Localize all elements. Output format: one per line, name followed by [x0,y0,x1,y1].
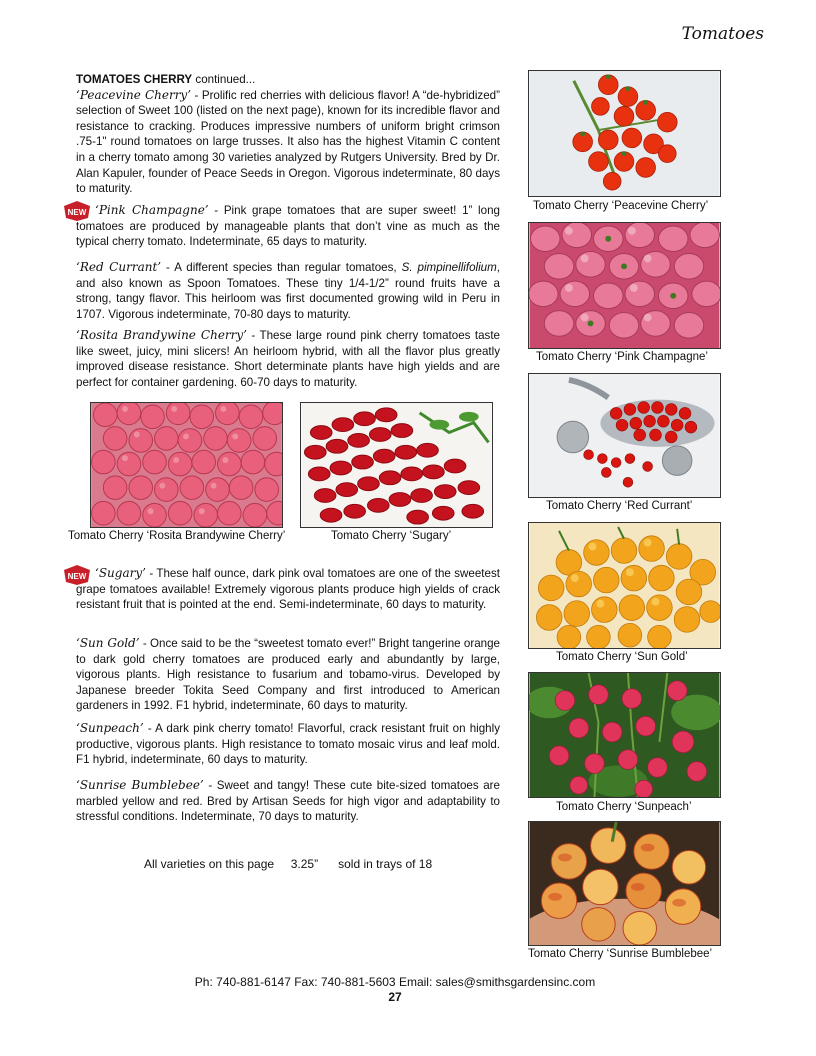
sunpeach-tomatoes-image [529,673,720,797]
variety-name: ‘Pink Champagne’ [95,203,209,217]
variety-description: - Once said to be the “sweetest tomato ever!” Bright tangerine orange to dark gold cherry tomatoes are produced early and abundantly by large, vigorous plants. High resistance to fusarium and tobamo-virus. Developed by Japanese breeder Tokita Seed Company and first introduced to American gardeners in 1992. F1 hybrid, indeterminate, 60 days to maturity. [76,637,500,713]
variety-sunrise-bumblebee [76,778,500,825]
variety-sugary [76,566,500,613]
page-number: 27 [388,990,402,1004]
variety-name: ‘Sunrise Bumblebee’ [76,778,204,792]
variety-name: ‘Rosita Brandywine Cherry’ [76,328,247,342]
rosita-tomatoes-image [91,403,282,527]
photo-peacevine [528,70,721,197]
section-heading: TOMATOES CHERRY [76,73,193,86]
variety-pink-champagne [76,203,500,250]
variety-sunpeach [76,721,500,768]
variety-sun-gold [76,636,500,714]
caption-rosita-brandywine: Tomato Cherry ‘Rosita Brandywine Cherry’ [68,530,286,542]
variety-description: - Pink grape tomatoes that are super sweet! 1” long tomatoes are produced by manageable plants that don’t vine as much as the typical cherry tomato. Indeterminate, 65 days to maturity. [76,204,500,249]
variety-name: ‘Sun Gold’ [76,636,140,650]
caption-red-currant: Tomato Cherry ‘Red Currant’ [546,500,693,512]
photo-sunrise-bumblebee [528,821,721,946]
variety-red-currant: ‘Red Currant’ - A different species than regular tomatoes, S. pimpinellifolium, and also known as Spoon Tomatoes. These tiny 1/4-1/2” round fruits have a strong, tangy flavor. This heirloom was first documented growing wild in Peru in 1707. Vigorous indeterminate, 70-80 days to maturity. [76,260,501,321]
caption-sunpeach: Tomato Cherry ‘Sunpeach’ [556,801,692,813]
pricing-note: All varieties on this page 3.25” sold in trays of 18 [144,857,433,871]
photo-pink-champagne [528,222,721,349]
svg-text:NEW: NEW [67,572,87,581]
footer-contact-info: Ph: 740-881-6147 Fax: 740-881-5603 Email: sales@smithsgardensinc.com [194,975,596,989]
sunrise-bumblebee-tomatoes-image [529,822,720,945]
peacevine-tomatoes-image [529,71,720,196]
variety-peacevine [76,72,500,197]
photo-red-currant [528,373,721,498]
variety-description: - Sweet and tangy! These cute bite-sized tomatoes are marbled yellow and red. Bred by Artisan Seeds for high vigor and adaptability to stressful conditions. Indeterminate, 70 days to maturity. [76,779,500,824]
variety-name: ‘Peacevine Cherry’ [76,87,192,102]
variety-name: ‘Sunpeach’ [76,721,144,735]
sun-gold-tomatoes-image [529,523,720,648]
caption-sunrise-bumblebee: Tomato Cherry ‘Sunrise Bumblebee’ [528,948,713,960]
variety-description: - These large round pink cherry tomatoes taste like sweet, juicy, mini slicers! An heirloom hybrid, with all the flavor plus greatly improved disease resistance. Short determinate plants have high yields and are perfect for container gardening. 60-70 days to maturity. [76,329,500,389]
svg-text:NEW: NEW [67,208,87,217]
caption-sugary: Tomato Cherry ‘Sugary’ [331,530,452,542]
variety-description: - These half ounce, dark pink oval tomatoes are one of the sweetest grape tomatoes available! Extremely vigorous plants produce high yields of crack resistant fruit that is pointed at the end. Semi-indeterminate, 60 days to maturity. [76,567,500,612]
red-currant-tomatoes-image [529,374,720,497]
pink-champagne-tomatoes-image [529,223,720,348]
variety-description: - Prolific red cherries with delicious flavor! A “de-hybridized” selection of Sweet 100 (listed on the next page), known for its incredible flavor and resistance to cracking. Produces impressive numbers of uniform bright crimson .75-1" round tomatoes on large trusses. It also has the highest Vitamin C content in a cherry tomato among 30 varieties analyzed by Rutgers University. Bred by Dr. Alan Kapuler, founder of Peace Seeds in Oregon. Vigorous indeterminate, 80 days to maturity. [76,88,500,196]
page-header-title: Tomatoes [681,24,764,44]
photo-sunpeach [528,672,721,798]
sugary-tomatoes-image [301,403,492,527]
caption-sun-gold: Tomato Cherry ‘Sun Gold’ [556,651,688,663]
photo-rosita-brandywine [90,402,283,528]
variety-name: ‘Red Currant’ [76,260,162,274]
species-name: S. pimpinellifolium [401,261,497,274]
variety-name: ‘Sugary’ [95,566,146,580]
caption-peacevine: Tomato Cherry ‘Peacevine Cherry’ [533,200,709,212]
caption-pink-champagne: Tomato Cherry ‘Pink Champagne’ [536,351,708,363]
photo-sun-gold [528,522,721,649]
section-heading-continued: continued... [192,73,256,86]
photo-sugary [300,402,493,528]
variety-rosita-brandywine [76,328,500,390]
variety-description: - A dark pink cherry tomato! Flavorful, crack resistant fruit on highly productive, vigorous plants. High resistance to tomato mosaic virus and leaf mold. F1 hybrid, indeterminate, 60 days to maturity. [76,722,500,767]
